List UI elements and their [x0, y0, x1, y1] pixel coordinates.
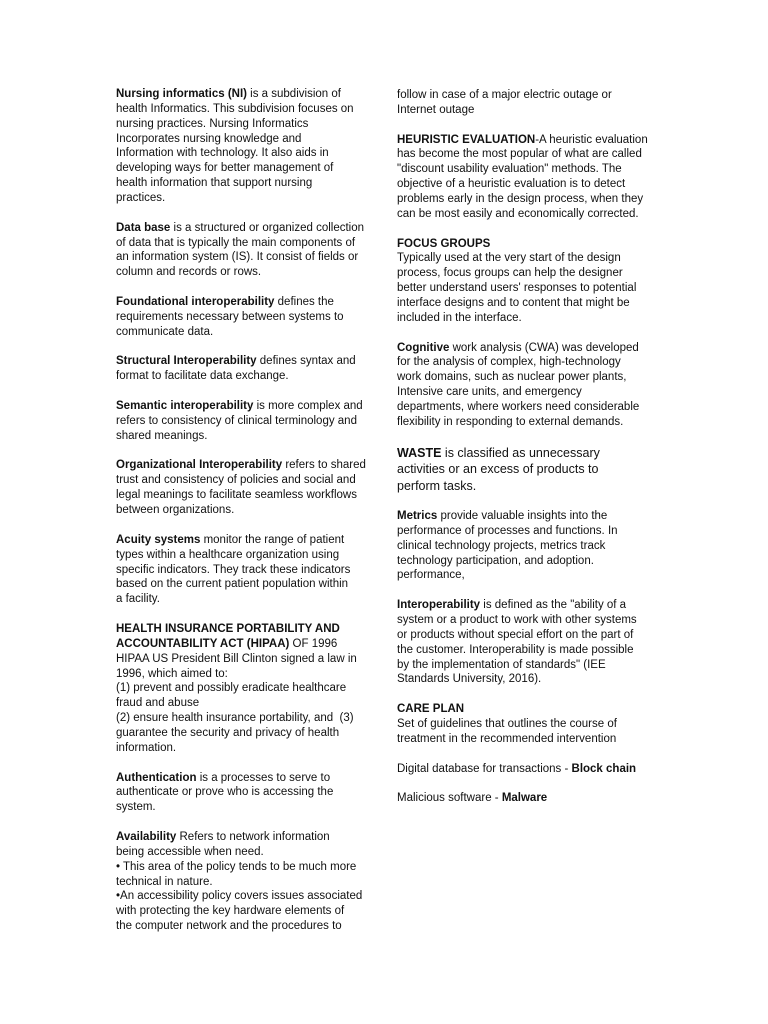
- text-line: (1) prevent and possibly eradicate healthcare: [116, 682, 347, 695]
- text-line: system or a product to work with other systems: [397, 614, 637, 626]
- text-line: for the analysis of complex, high-technology: [397, 356, 621, 369]
- text-line: [116, 458, 374, 473]
- definition-text: is a processes to serve to: [196, 771, 331, 784]
- section-care-plan: [397, 702, 655, 747]
- text-line: guarantee the security and privacy of health: [116, 726, 340, 739]
- text-line: better understand users' responses to potential: [397, 282, 637, 295]
- section-organizational-interoperability: [116, 458, 374, 517]
- text-line: a facility.: [116, 593, 160, 606]
- hipaa-heading: HEALTH INSURANCE PORTABILITY AND: [116, 622, 340, 635]
- hipaa-heading: ACCOUNTABILITY ACT (HIPAA): [116, 637, 290, 650]
- definition-text: is a subdivision of: [246, 88, 341, 100]
- text-line: [397, 598, 655, 613]
- text-line: shared meanings.: [116, 429, 208, 442]
- definition-text: is a structured or organized collection: [170, 221, 365, 234]
- text-line: [116, 533, 374, 548]
- section-authentication: [116, 771, 374, 816]
- bullet-line: • This area of the policy tends to be much more: [116, 860, 357, 873]
- text-line: Internet outage: [397, 103, 475, 116]
- text-line: 1996, which aimed to:: [116, 667, 228, 680]
- term-block-chain: Block chain: [571, 762, 637, 775]
- section-block-chain: [397, 762, 655, 777]
- text-line: by the implementation of standards" (IEE: [397, 658, 606, 671]
- text-line: types within a healthcare organization using: [116, 548, 340, 561]
- text-line: [116, 830, 374, 845]
- text-line: performance of processes and functions. In: [397, 524, 618, 537]
- term-semantic-interoperability: Semantic interoperability: [116, 400, 254, 413]
- section-foundational-interoperability: [116, 295, 374, 340]
- section-hipaa: [116, 622, 374, 756]
- text-line: flexibility in responding to external demands.: [397, 415, 624, 428]
- term-metrics: Metrics: [397, 509, 438, 522]
- text-line: [397, 445, 655, 462]
- text-line: health Informatics. This subdivision focuses on: [116, 102, 354, 115]
- text-line: technical in nature.: [116, 875, 213, 888]
- text-line: [397, 133, 655, 148]
- text-line: has become the most popular of what are called: [397, 148, 642, 161]
- text-line: Typically used at the very start of the design: [397, 252, 621, 265]
- definition-text: defines the: [274, 296, 334, 309]
- section-data-base: [116, 221, 374, 280]
- text-line: [397, 509, 655, 524]
- text-line: system.: [116, 801, 156, 814]
- term-cognitive: Cognitive: [397, 341, 450, 354]
- section-metrics: [397, 509, 655, 583]
- definition-text: monitor the range of patient: [200, 533, 345, 546]
- text-line: clinical technology projects, metrics track: [397, 539, 606, 552]
- text-line: interface designs and to content that might be: [397, 297, 630, 310]
- text-line: format to facilitate data exchange.: [116, 370, 289, 383]
- definition-text: Malicious software -: [397, 792, 502, 805]
- text-line: [116, 295, 374, 310]
- text-line: HIPAA US President Bill Clinton signed a law in: [116, 652, 357, 665]
- section-semantic-interoperability: [116, 399, 374, 444]
- text-line: "discount usability evaluation" methods. The: [397, 163, 622, 176]
- heading-line: [397, 237, 655, 252]
- section-heuristic-evaluation: [397, 133, 655, 222]
- definition-text: provide valuable insights into the: [437, 509, 608, 522]
- text-line: [116, 771, 374, 786]
- text-line: [116, 221, 374, 236]
- section-interoperability: [397, 598, 655, 687]
- text-line: requirements necessary between systems to: [116, 310, 344, 323]
- text-line: legal meanings to facilitate seamless workflows: [116, 489, 357, 502]
- text-line: [116, 87, 374, 102]
- text-line: specific indicators. They track these indicators: [116, 563, 351, 576]
- text-line: technology participation, and adoption.: [397, 554, 594, 567]
- definition-text: work analysis (CWA) was developed: [449, 341, 639, 354]
- text-line: information.: [116, 741, 177, 754]
- section-waste: [397, 445, 655, 495]
- definition-text: is defined as the "ability of a: [480, 599, 627, 612]
- section-malware: [397, 791, 655, 806]
- term-structural-interoperability: Structural Interoperability: [116, 355, 257, 368]
- text-line: being accessible when need.: [116, 845, 264, 858]
- right-column: [397, 88, 655, 821]
- text-line: the customer. Interoperability is made possible: [397, 643, 634, 656]
- bullet-line: •An accessibility policy covers issues associated: [116, 890, 363, 903]
- text-line: or products without special effort on the part of: [397, 628, 634, 641]
- text-line: of data that is typically the main components of: [116, 236, 356, 249]
- heading-line: [397, 702, 655, 717]
- definition-text: -A heuristic evaluation: [535, 133, 648, 146]
- definition-text: Digital database for transactions -: [397, 762, 572, 775]
- term-authentication: Authentication: [116, 771, 197, 784]
- term-malware: Malware: [501, 792, 548, 805]
- text-line: can be most easily and economically corrected.: [397, 207, 639, 220]
- section-nursing-informatics: [116, 87, 374, 206]
- text-line: Standards University, 2016).: [397, 673, 542, 686]
- text-line: treatment in the recommended intervention: [397, 732, 617, 745]
- term-organizational-interoperability: Organizational Interoperability: [116, 459, 283, 472]
- text-line: [116, 354, 374, 369]
- text-line: [397, 762, 655, 777]
- text-line: column and records or rows.: [116, 266, 262, 279]
- section-availability-continued: [397, 88, 655, 118]
- text-line: the computer network and the procedures to: [116, 920, 342, 933]
- section-cognitive-work-analysis: [397, 341, 655, 430]
- definition-text: refers to shared: [282, 459, 366, 472]
- term-nursing-informatics: Nursing informatics (NI): [116, 88, 247, 100]
- text-line: refers to consistency of clinical terminology and: [116, 414, 357, 427]
- text-line: health information that support nursing: [116, 177, 313, 190]
- definition-text: is more complex and: [253, 400, 363, 413]
- definition-text: defines syntax and: [256, 355, 356, 368]
- text-line: [116, 399, 374, 414]
- text-line: fraud and abuse: [116, 697, 200, 710]
- text-line: authenticate or prove who is accessing the: [116, 786, 334, 799]
- term-availability: Availability: [116, 830, 177, 843]
- text-line: an information system (IS). It consist of fields or: [116, 251, 359, 264]
- section-focus-groups: [397, 237, 655, 326]
- section-structural-interoperability: [116, 354, 374, 384]
- left-column: [116, 87, 374, 949]
- definition-text: Refers to network information: [176, 830, 330, 843]
- text-line: [397, 791, 655, 806]
- term-acuity-systems: Acuity systems: [116, 533, 201, 546]
- text-line: based on the current patient population within: [116, 578, 349, 591]
- term-data-base: Data base: [116, 221, 171, 234]
- text-line: work domains, such as nuclear power plants,: [397, 371, 627, 384]
- text-line: activities or an excess of products to: [397, 462, 599, 477]
- text-line: trust and consistency of policies and social and: [116, 474, 356, 487]
- text-line: problems early in the design process, when they: [397, 193, 644, 206]
- text-line: Intensive care units, and emergency: [397, 386, 582, 399]
- hipaa-heading-year: OF 1996: [289, 637, 338, 650]
- focus-groups-heading: FOCUS GROUPS: [397, 237, 491, 250]
- text-line: practices.: [116, 192, 166, 205]
- term-foundational-interoperability: Foundational interoperability: [116, 296, 275, 309]
- text-line: nursing practices. Nursing Informatics: [116, 117, 309, 130]
- text-line: communicate data.: [116, 325, 214, 338]
- text-line: Incorporates nursing knowledge and: [116, 132, 302, 145]
- text-line: included in the interface.: [397, 311, 522, 324]
- care-plan-heading: CARE PLAN: [397, 703, 465, 716]
- term-heuristic-evaluation: HEURISTIC EVALUATION: [397, 133, 536, 146]
- text-line: objective of a heuristic evaluation is to detect: [397, 178, 626, 191]
- text-line: developing ways for better management of: [116, 162, 334, 175]
- text-line: departments, where workers need considerable: [397, 401, 640, 414]
- hipaa-heading-line: [116, 637, 374, 652]
- text-line: performance,: [397, 569, 465, 582]
- text-line: (2) ensure health insurance portability, and (3): [116, 712, 354, 725]
- text-line: Information with technology. It also aids in: [116, 147, 329, 160]
- hipaa-heading-line: [116, 622, 374, 637]
- text-line: perform tasks.: [397, 478, 477, 493]
- section-acuity-systems: [116, 533, 374, 607]
- definition-text: is classified as unnecessary: [441, 445, 600, 460]
- text-line: Set of guidelines that outlines the course of: [397, 718, 617, 731]
- text-line: [397, 341, 655, 356]
- section-availability: [116, 830, 374, 934]
- text-line: with protecting the key hardware elements of: [116, 905, 345, 918]
- term-interoperability: Interoperability: [397, 599, 481, 612]
- text-line: process, focus groups can help the designer: [397, 267, 623, 280]
- text-line: follow in case of a major electric outage or: [397, 89, 612, 101]
- term-waste: WASTE: [397, 445, 442, 460]
- text-line: between organizations.: [116, 504, 235, 517]
